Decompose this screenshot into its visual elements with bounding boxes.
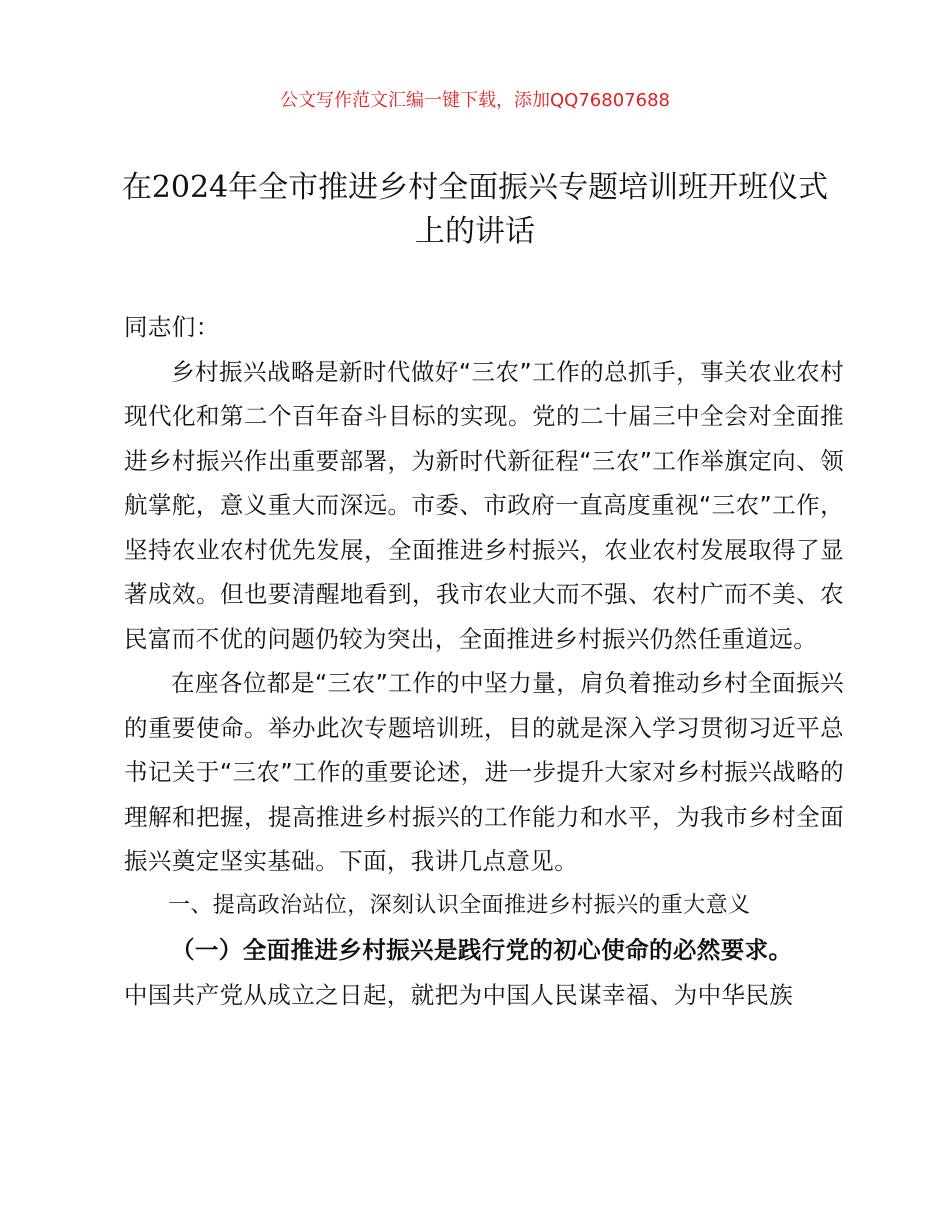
salutation: 同志们： — [124, 313, 220, 341]
paragraph-2: 在座各位都是“三农”工作的中坚力量，肩负着推动乡村全面振兴的重要使命。举办此次专题培训班，目的就是深入学习贯彻习近平总书记关于“三农”工作的重要论述，进一步提升大家对乡村振兴战略的理解和把握，提高推进乡村振兴的工作能力和水平，为我市乡村全面振兴奠定坚实基础。下面，我讲几点意见。 — [124, 669, 844, 875]
section-heading: 一、提高政治站位，深刻认识全面推进乡村振兴的重大意义 — [168, 892, 751, 918]
sub-heading: （一）全面推进乡村振兴是践行党的初心使命的必然要求。 — [171, 936, 793, 964]
paragraph-3: 中国共产党从成立之日起，就把为中国人民谋幸福、为中华民族 — [124, 980, 794, 1009]
document-title: 在2024年全市推进乡村全面振兴专题培训班开班仪式上的讲话 — [121, 170, 829, 249]
document-body — [124, 305, 844, 1017]
paragraph-1: 乡村振兴战略是新时代做好“三农”工作的总抓手，事关农业农村现代化和第二个百年奋斗目标的实现。党的二十届三中全会对全面推进乡村振兴作出重要部署，为新时代新征程“三农”工作举旗定向、领航掌舵，意义重大而深远。市委、市政府一直高度重视“三农”工作，坚持农业农村优先发展，全面推进乡村振兴，农业农村发展取得了显著成效。但也要清醒地看到，我市农业大而不强、农村广而不美、农民富而不优的问题仍较为突出，全面推进乡村振兴仍然任重道远。 — [124, 357, 844, 653]
header-note: 公文写作范文汇编一键下载，添加QQ76807688 — [280, 90, 670, 111]
